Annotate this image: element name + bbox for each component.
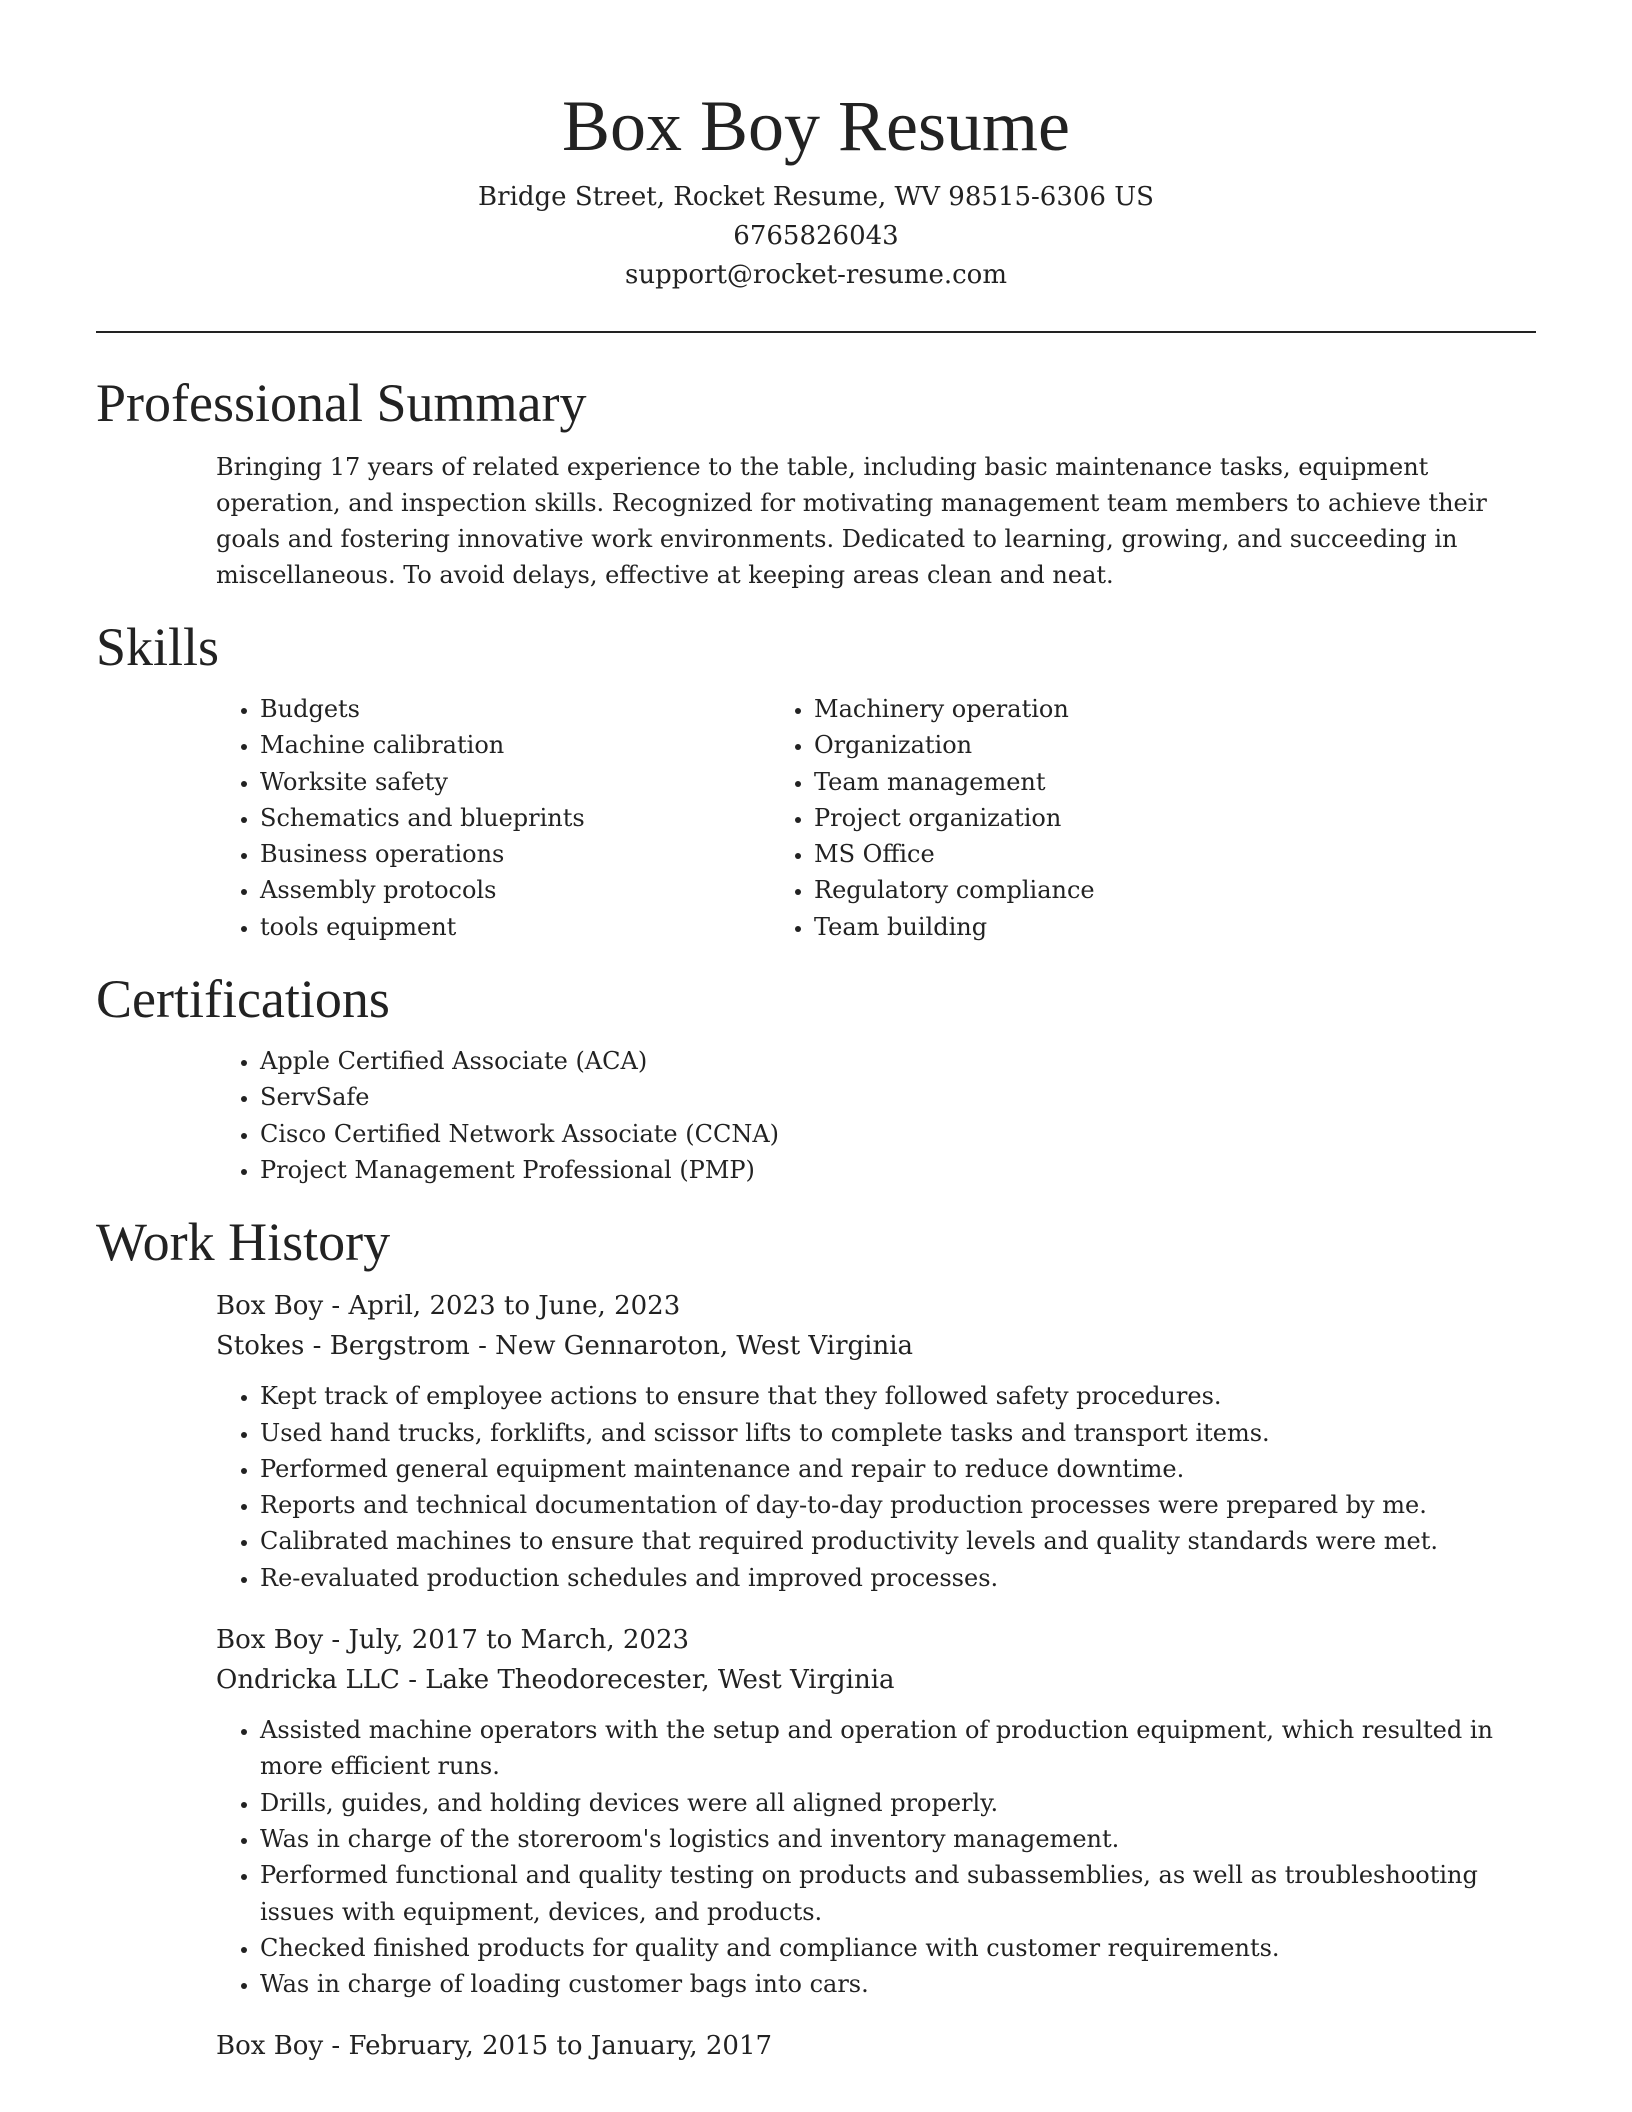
- job-location: - Lake Theodorecester, West Virginia: [399, 1665, 895, 1696]
- list-item: • Assembly protocols: [260, 872, 746, 908]
- list-item: • Team management: [814, 764, 1095, 800]
- list-item: • Business operations: [260, 836, 746, 872]
- list-item: • Worksite safety: [260, 764, 746, 800]
- list-item: • Schematics and blueprints: [260, 800, 746, 836]
- job-company-line: [216, 1660, 1536, 1700]
- contact-block: [0, 178, 1632, 295]
- list-item: • Apple Certified Associate (ACA): [260, 1043, 1536, 1079]
- list-item: • Project organization: [814, 800, 1095, 836]
- work-history-heading: Work History: [96, 1212, 391, 1273]
- list-item: • Organization: [814, 727, 1095, 763]
- list-item: • Project Management Professional (PMP): [260, 1152, 1536, 1188]
- certifications-section: [0, 967, 1632, 1188]
- list-item: • Performed functional and quality testing on products and subassemblies, as well as troubleshooting issues with equipment, devices, and products.: [260, 1857, 1536, 1930]
- list-item: • Team building: [814, 909, 1095, 945]
- job-bullets: [96, 1378, 1536, 1596]
- summary-section: [0, 371, 1632, 593]
- list-item: • Machinery operation: [814, 691, 1095, 727]
- skills-list-right: [814, 691, 1095, 945]
- job-company-line: [216, 1326, 1536, 1366]
- list-item: • ServSafe: [260, 1079, 1536, 1115]
- skills-heading: Skills: [96, 617, 220, 677]
- work-history-section: [0, 1210, 1632, 2066]
- list-item: • Kept track of employee actions to ensure that they followed safety procedures.: [260, 1378, 1536, 1414]
- list-item: • Drills, guides, and holding devices were all aligned properly.: [260, 1785, 1536, 1821]
- list-item: • Used hand trucks, forklifts, and scissor lifts to complete tasks and transport items.: [260, 1415, 1536, 1451]
- resume-name: Box Boy Resume: [561, 86, 1070, 166]
- job-company: Stokes - Bergstrom: [216, 1331, 470, 1362]
- address: Bridge Street, Rocket Resume, WV 98515-6306 US: [478, 182, 1154, 212]
- list-item: • Re-evaluated production schedules and improved processes.: [260, 1560, 1536, 1596]
- job-location: - New Gennaroton, West Virginia: [469, 1331, 914, 1362]
- email: support@rocket-resume.com: [624, 260, 1007, 290]
- job-company: Ondricka LLC: [216, 1665, 400, 1696]
- skills-grid: [96, 691, 1536, 945]
- list-item: • Calibrated machines to ensure that required productivity levels and quality standards were met.: [260, 1523, 1536, 1559]
- list-item: • Cisco Certified Network Associate (CCNA): [260, 1116, 1536, 1152]
- header-divider: [96, 331, 1536, 333]
- list-item: • Regulatory compliance: [814, 872, 1095, 908]
- list-item: • Was in charge of the storeroom's logistics and inventory management.: [260, 1821, 1536, 1857]
- summary-heading: Professional Summary: [96, 373, 587, 433]
- list-item: • Assisted machine operators with the setup and operation of production equipment, which resulted in more efficient runs.: [260, 1712, 1536, 1785]
- summary-text: Bringing 17 years of related experience to the table, including basic maintenance tasks, equipment operation, and inspection skills. Recognized for motivating management team members to achieve their goals and fostering innovative work environments. Dedicated to learning, growing, and succeeding in miscellaneous. To avoid delays, effective at keeping areas clean and neat.: [216, 453, 1487, 589]
- list-item: • Checked finished products for quality and compliance with customer requirements.: [260, 1930, 1536, 1966]
- job-title: Box Boy - April, 2023 to June, 2023: [216, 1291, 681, 1322]
- certifications-heading: Certifications: [96, 969, 390, 1030]
- list-item: • Budgets: [260, 691, 746, 727]
- list-item: • Reports and technical documentation of day-to-day production processes were prepared by me.: [260, 1487, 1536, 1523]
- list-item: • tools equipment: [260, 909, 746, 945]
- list-item: • Machine calibration: [260, 727, 746, 763]
- skills-section: [0, 615, 1632, 945]
- job-bullets: [96, 1712, 1536, 2002]
- list-item: • Was in charge of loading customer bags into cars.: [260, 1966, 1536, 2002]
- job-entry: [96, 2026, 1536, 2066]
- phone: 6765826043: [733, 221, 899, 251]
- job-entry: [96, 1620, 1536, 2002]
- list-item: • Performed general equipment maintenance and repair to reduce downtime.: [260, 1451, 1536, 1487]
- job-title: Box Boy - February, 2015 to January, 2017: [216, 2031, 773, 2062]
- job-entry: [96, 1286, 1536, 1596]
- resume-header: [0, 0, 1632, 295]
- certifications-list: [96, 1043, 1536, 1188]
- job-title: Box Boy - July, 2017 to March, 2023: [216, 1625, 690, 1656]
- skills-list-left: [96, 691, 746, 945]
- list-item: • MS Office: [814, 836, 1095, 872]
